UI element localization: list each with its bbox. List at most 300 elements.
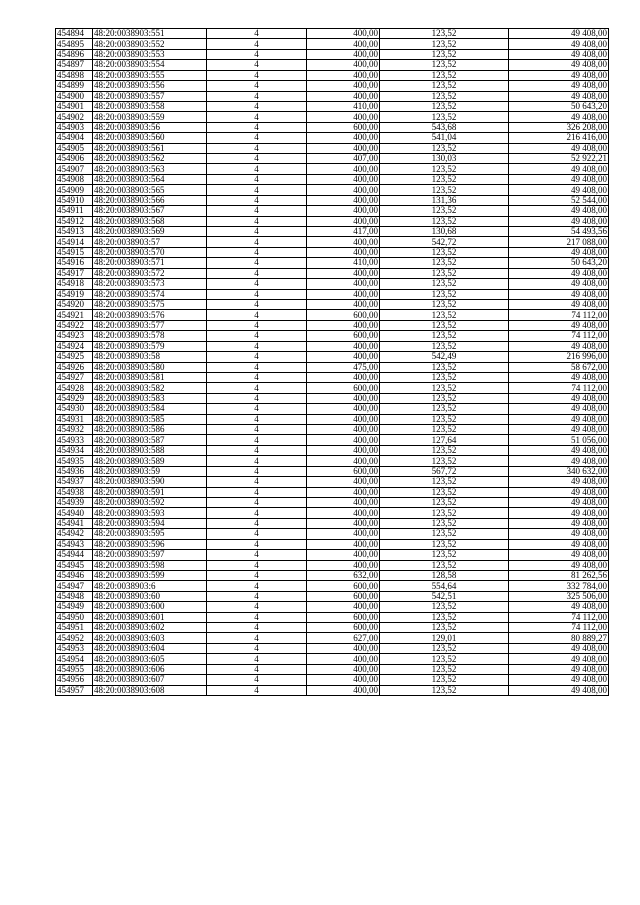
cadastral-value-cell: 49 408,00 xyxy=(509,560,609,570)
cadastral-number-cell: 48:20:0038903:582 xyxy=(93,383,207,393)
row-number-cell: 454915 xyxy=(56,247,93,257)
cadastral-number-cell: 48:20:0038903:594 xyxy=(93,518,207,528)
table-row xyxy=(56,570,609,580)
specific-value-cell: 123,52 xyxy=(380,39,509,49)
category-cell: 4 xyxy=(207,60,307,70)
row-number-cell: 454918 xyxy=(56,279,93,289)
row-number-cell: 454928 xyxy=(56,383,93,393)
cadastral-number-cell: 48:20:0038903:575 xyxy=(93,299,207,309)
specific-value-cell: 123,52 xyxy=(380,143,509,153)
table-row xyxy=(56,81,609,91)
cadastral-value-cell: 49 408,00 xyxy=(509,185,609,195)
cadastral-number-cell: 48:20:0038903:571 xyxy=(93,258,207,268)
cadastral-value-cell: 49 408,00 xyxy=(509,404,609,414)
specific-value-cell: 123,52 xyxy=(380,81,509,91)
category-cell: 4 xyxy=(207,685,307,695)
table-row xyxy=(56,602,609,612)
area-cell: 400,00 xyxy=(307,49,380,59)
category-cell: 4 xyxy=(207,633,307,643)
area-cell: 400,00 xyxy=(307,404,380,414)
table-row xyxy=(56,404,609,414)
row-number-cell: 454896 xyxy=(56,49,93,59)
specific-value-cell: 123,52 xyxy=(380,612,509,622)
row-number-cell: 454900 xyxy=(56,91,93,101)
cadastral-value-cell: 49 408,00 xyxy=(509,685,609,695)
category-cell: 4 xyxy=(207,70,307,80)
specific-value-cell: 123,52 xyxy=(380,550,509,560)
row-number-cell: 454930 xyxy=(56,404,93,414)
cadastral-number-cell: 48:20:0038903:596 xyxy=(93,539,207,549)
cadastral-value-cell: 49 408,00 xyxy=(509,216,609,226)
row-number-cell: 454948 xyxy=(56,591,93,601)
cadastral-value-cell: 49 408,00 xyxy=(509,654,609,664)
area-cell: 400,00 xyxy=(307,216,380,226)
area-cell: 400,00 xyxy=(307,550,380,560)
area-cell: 400,00 xyxy=(307,393,380,403)
table-row xyxy=(56,279,609,289)
specific-value-cell: 129,01 xyxy=(380,633,509,643)
cadastral-number-cell: 48:20:0038903:585 xyxy=(93,414,207,424)
area-cell: 400,00 xyxy=(307,654,380,664)
specific-value-cell: 123,52 xyxy=(380,341,509,351)
table-row xyxy=(56,310,609,320)
cadastral-number-cell: 48:20:0038903:57 xyxy=(93,237,207,247)
specific-value-cell: 123,52 xyxy=(380,112,509,122)
category-cell: 4 xyxy=(207,122,307,132)
cadastral-number-cell: 48:20:0038903:568 xyxy=(93,216,207,226)
specific-value-cell: 123,52 xyxy=(380,49,509,59)
cadastral-number-cell: 48:20:0038903:584 xyxy=(93,404,207,414)
specific-value-cell: 123,52 xyxy=(380,654,509,664)
specific-value-cell: 543,68 xyxy=(380,122,509,132)
specific-value-cell: 123,52 xyxy=(380,414,509,424)
specific-value-cell: 123,52 xyxy=(380,518,509,528)
row-number-cell: 454957 xyxy=(56,685,93,695)
category-cell: 4 xyxy=(207,477,307,487)
category-cell: 4 xyxy=(207,289,307,299)
cadastral-value-cell: 49 408,00 xyxy=(509,29,609,39)
specific-value-cell: 123,52 xyxy=(380,497,509,507)
table-row xyxy=(56,581,609,591)
category-cell: 4 xyxy=(207,81,307,91)
cadastral-value-cell: 216 996,00 xyxy=(509,352,609,362)
table-row xyxy=(56,477,609,487)
table-row xyxy=(56,164,609,174)
cadastral-value-cell: 52 544,00 xyxy=(509,195,609,205)
category-cell: 4 xyxy=(207,49,307,59)
row-number-cell: 454925 xyxy=(56,352,93,362)
table-row xyxy=(56,185,609,195)
cadastral-number-cell: 48:20:0038903:59 xyxy=(93,466,207,476)
area-cell: 400,00 xyxy=(307,529,380,539)
table-row xyxy=(56,341,609,351)
cadastral-value-cell: 49 408,00 xyxy=(509,425,609,435)
row-number-cell: 454939 xyxy=(56,497,93,507)
table-row xyxy=(56,60,609,70)
row-number-cell: 454931 xyxy=(56,414,93,424)
row-number-cell: 454938 xyxy=(56,487,93,497)
row-number-cell: 454937 xyxy=(56,477,93,487)
table-row xyxy=(56,227,609,237)
cadastral-value-cell: 50 643,20 xyxy=(509,101,609,111)
category-cell: 4 xyxy=(207,508,307,518)
table-row xyxy=(56,560,609,570)
specific-value-cell: 123,52 xyxy=(380,529,509,539)
category-cell: 4 xyxy=(207,331,307,341)
area-cell: 400,00 xyxy=(307,60,380,70)
cadastral-number-cell: 48:20:0038903:557 xyxy=(93,91,207,101)
area-cell: 400,00 xyxy=(307,143,380,153)
cadastral-value-cell: 52 922,21 xyxy=(509,154,609,164)
category-cell: 4 xyxy=(207,154,307,164)
area-cell: 400,00 xyxy=(307,497,380,507)
table-row xyxy=(56,497,609,507)
category-cell: 4 xyxy=(207,101,307,111)
table-row xyxy=(56,550,609,560)
cadastral-value-cell: 49 408,00 xyxy=(509,174,609,184)
cadastral-value-cell: 49 408,00 xyxy=(509,164,609,174)
row-number-cell: 454945 xyxy=(56,560,93,570)
specific-value-cell: 123,52 xyxy=(380,101,509,111)
cadastral-number-cell: 48:20:0038903:58 xyxy=(93,352,207,362)
specific-value-cell: 123,52 xyxy=(380,247,509,257)
table-row xyxy=(56,675,609,685)
cadastral-value-cell: 49 408,00 xyxy=(509,518,609,528)
cadastral-value-cell: 49 408,00 xyxy=(509,539,609,549)
cadastral-number-cell: 48:20:0038903:563 xyxy=(93,164,207,174)
area-cell: 400,00 xyxy=(307,133,380,143)
area-cell: 600,00 xyxy=(307,331,380,341)
specific-value-cell: 128,58 xyxy=(380,570,509,580)
area-cell: 600,00 xyxy=(307,612,380,622)
cadastral-number-cell: 48:20:0038903:576 xyxy=(93,310,207,320)
cadastral-value-cell: 74 112,00 xyxy=(509,383,609,393)
cadastral-value-cell: 51 056,00 xyxy=(509,435,609,445)
category-cell: 4 xyxy=(207,529,307,539)
specific-value-cell: 123,52 xyxy=(380,623,509,633)
cadastral-value-cell: 216 416,00 xyxy=(509,133,609,143)
category-cell: 4 xyxy=(207,664,307,674)
row-number-cell: 454921 xyxy=(56,310,93,320)
cadastral-value-table xyxy=(55,28,609,696)
cadastral-value-cell: 49 408,00 xyxy=(509,445,609,455)
specific-value-cell: 123,52 xyxy=(380,602,509,612)
table-row xyxy=(56,414,609,424)
cadastral-value-cell: 49 408,00 xyxy=(509,289,609,299)
cadastral-value-cell: 49 408,00 xyxy=(509,508,609,518)
category-cell: 4 xyxy=(207,185,307,195)
cadastral-number-cell: 48:20:0038903:573 xyxy=(93,279,207,289)
row-number-cell: 454901 xyxy=(56,101,93,111)
specific-value-cell: 123,52 xyxy=(380,560,509,570)
table-row xyxy=(56,487,609,497)
area-cell: 600,00 xyxy=(307,310,380,320)
area-cell: 407,00 xyxy=(307,154,380,164)
category-cell: 4 xyxy=(207,623,307,633)
table-row xyxy=(56,331,609,341)
specific-value-cell: 123,52 xyxy=(380,404,509,414)
specific-value-cell: 542,49 xyxy=(380,352,509,362)
category-cell: 4 xyxy=(207,570,307,580)
cadastral-number-cell: 48:20:0038903:603 xyxy=(93,633,207,643)
category-cell: 4 xyxy=(207,164,307,174)
table-row xyxy=(56,206,609,216)
table-row xyxy=(56,445,609,455)
specific-value-cell: 123,52 xyxy=(380,289,509,299)
row-number-cell: 454920 xyxy=(56,299,93,309)
cadastral-number-cell: 48:20:0038903:551 xyxy=(93,29,207,39)
row-number-cell: 454899 xyxy=(56,81,93,91)
cadastral-value-cell: 49 408,00 xyxy=(509,49,609,59)
cadastral-value-cell: 49 408,00 xyxy=(509,550,609,560)
area-cell: 632,00 xyxy=(307,570,380,580)
table-row xyxy=(56,518,609,528)
cadastral-number-cell: 48:20:0038903:587 xyxy=(93,435,207,445)
row-number-cell: 454943 xyxy=(56,539,93,549)
area-cell: 400,00 xyxy=(307,341,380,351)
row-number-cell: 454949 xyxy=(56,602,93,612)
category-cell: 4 xyxy=(207,487,307,497)
cadastral-value-cell: 49 408,00 xyxy=(509,112,609,122)
category-cell: 4 xyxy=(207,310,307,320)
area-cell: 400,00 xyxy=(307,81,380,91)
cadastral-number-cell: 48:20:0038903:572 xyxy=(93,268,207,278)
row-number-cell: 454922 xyxy=(56,320,93,330)
category-cell: 4 xyxy=(207,654,307,664)
area-cell: 400,00 xyxy=(307,185,380,195)
cadastral-number-cell: 48:20:0038903:60 xyxy=(93,591,207,601)
category-cell: 4 xyxy=(207,550,307,560)
cadastral-number-cell: 48:20:0038903:598 xyxy=(93,560,207,570)
category-cell: 4 xyxy=(207,445,307,455)
category-cell: 4 xyxy=(207,372,307,382)
row-number-cell: 454898 xyxy=(56,70,93,80)
cadastral-value-cell: 74 112,00 xyxy=(509,612,609,622)
row-number-cell: 454935 xyxy=(56,456,93,466)
row-number-cell: 454897 xyxy=(56,60,93,70)
cadastral-number-cell: 48:20:0038903:558 xyxy=(93,101,207,111)
category-cell: 4 xyxy=(207,247,307,257)
area-cell: 475,00 xyxy=(307,362,380,372)
category-cell: 4 xyxy=(207,216,307,226)
cadastral-number-cell: 48:20:0038903:608 xyxy=(93,685,207,695)
category-cell: 4 xyxy=(207,258,307,268)
table-row xyxy=(56,383,609,393)
cadastral-number-cell: 48:20:0038903:578 xyxy=(93,331,207,341)
specific-value-cell: 123,52 xyxy=(380,320,509,330)
area-cell: 400,00 xyxy=(307,518,380,528)
category-cell: 4 xyxy=(207,591,307,601)
area-cell: 400,00 xyxy=(307,299,380,309)
cadastral-number-cell: 48:20:0038903:591 xyxy=(93,487,207,497)
cadastral-number-cell: 48:20:0038903:601 xyxy=(93,612,207,622)
row-number-cell: 454924 xyxy=(56,341,93,351)
cadastral-value-cell: 49 408,00 xyxy=(509,70,609,80)
specific-value-cell: 542,72 xyxy=(380,237,509,247)
row-number-cell: 454956 xyxy=(56,675,93,685)
specific-value-cell: 123,52 xyxy=(380,508,509,518)
row-number-cell: 454895 xyxy=(56,39,93,49)
area-cell: 400,00 xyxy=(307,602,380,612)
specific-value-cell: 130,68 xyxy=(380,227,509,237)
row-number-cell: 454934 xyxy=(56,445,93,455)
row-number-cell: 454916 xyxy=(56,258,93,268)
row-number-cell: 454947 xyxy=(56,581,93,591)
cadastral-value-cell: 49 408,00 xyxy=(509,320,609,330)
row-number-cell: 454923 xyxy=(56,331,93,341)
table-row xyxy=(56,623,609,633)
cadastral-value-cell: 49 408,00 xyxy=(509,393,609,403)
row-number-cell: 454909 xyxy=(56,185,93,195)
category-cell: 4 xyxy=(207,206,307,216)
cadastral-number-cell: 48:20:0038903:593 xyxy=(93,508,207,518)
document-page xyxy=(55,28,608,696)
specific-value-cell: 123,52 xyxy=(380,487,509,497)
area-cell: 400,00 xyxy=(307,206,380,216)
table-row xyxy=(56,70,609,80)
cadastral-number-cell: 48:20:0038903:595 xyxy=(93,529,207,539)
area-cell: 400,00 xyxy=(307,352,380,362)
category-cell: 4 xyxy=(207,29,307,39)
category-cell: 4 xyxy=(207,237,307,247)
cadastral-number-cell: 48:20:0038903:590 xyxy=(93,477,207,487)
table-row xyxy=(56,143,609,153)
cadastral-number-cell: 48:20:0038903:581 xyxy=(93,372,207,382)
category-cell: 4 xyxy=(207,279,307,289)
specific-value-cell: 123,52 xyxy=(380,164,509,174)
category-cell: 4 xyxy=(207,414,307,424)
specific-value-cell: 131,36 xyxy=(380,195,509,205)
area-cell: 400,00 xyxy=(307,279,380,289)
cadastral-value-cell: 49 408,00 xyxy=(509,529,609,539)
area-cell: 400,00 xyxy=(307,456,380,466)
area-cell: 400,00 xyxy=(307,70,380,80)
category-cell: 4 xyxy=(207,299,307,309)
cadastral-number-cell: 48:20:0038903:565 xyxy=(93,185,207,195)
cadastral-number-cell: 48:20:0038903:569 xyxy=(93,227,207,237)
table-row xyxy=(56,664,609,674)
cadastral-number-cell: 48:20:0038903:586 xyxy=(93,425,207,435)
cadastral-number-cell: 48:20:0038903:555 xyxy=(93,70,207,80)
cadastral-number-cell: 48:20:0038903:6 xyxy=(93,581,207,591)
area-cell: 400,00 xyxy=(307,435,380,445)
cadastral-value-cell: 49 408,00 xyxy=(509,487,609,497)
area-cell: 400,00 xyxy=(307,112,380,122)
category-cell: 4 xyxy=(207,39,307,49)
area-cell: 417,00 xyxy=(307,227,380,237)
specific-value-cell: 123,52 xyxy=(380,206,509,216)
cadastral-value-cell: 332 784,00 xyxy=(509,581,609,591)
cadastral-value-cell: 49 408,00 xyxy=(509,268,609,278)
specific-value-cell: 123,52 xyxy=(380,60,509,70)
cadastral-value-cell: 54 493,56 xyxy=(509,227,609,237)
category-cell: 4 xyxy=(207,133,307,143)
cadastral-value-cell: 81 262,56 xyxy=(509,570,609,580)
specific-value-cell: 123,52 xyxy=(380,70,509,80)
table-row xyxy=(56,372,609,382)
row-number-cell: 454940 xyxy=(56,508,93,518)
specific-value-cell: 123,52 xyxy=(380,383,509,393)
cadastral-value-cell: 49 408,00 xyxy=(509,39,609,49)
area-cell: 600,00 xyxy=(307,591,380,601)
cadastral-number-cell: 48:20:0038903:589 xyxy=(93,456,207,466)
area-cell: 410,00 xyxy=(307,258,380,268)
area-cell: 400,00 xyxy=(307,195,380,205)
cadastral-value-cell: 49 408,00 xyxy=(509,81,609,91)
cadastral-number-cell: 48:20:0038903:583 xyxy=(93,393,207,403)
cadastral-number-cell: 48:20:0038903:607 xyxy=(93,675,207,685)
category-cell: 4 xyxy=(207,227,307,237)
specific-value-cell: 130,03 xyxy=(380,154,509,164)
area-cell: 400,00 xyxy=(307,445,380,455)
table-row xyxy=(56,299,609,309)
table-row xyxy=(56,133,609,143)
row-number-cell: 454905 xyxy=(56,143,93,153)
category-cell: 4 xyxy=(207,174,307,184)
cadastral-number-cell: 48:20:0038903:552 xyxy=(93,39,207,49)
row-number-cell: 454952 xyxy=(56,633,93,643)
specific-value-cell: 123,52 xyxy=(380,675,509,685)
row-number-cell: 454946 xyxy=(56,570,93,580)
table-row xyxy=(56,268,609,278)
row-number-cell: 454932 xyxy=(56,425,93,435)
cadastral-number-cell: 48:20:0038903:562 xyxy=(93,154,207,164)
area-cell: 400,00 xyxy=(307,164,380,174)
cadastral-number-cell: 48:20:0038903:588 xyxy=(93,445,207,455)
specific-value-cell: 123,52 xyxy=(380,445,509,455)
cadastral-number-cell: 48:20:0038903:604 xyxy=(93,643,207,653)
specific-value-cell: 123,52 xyxy=(380,268,509,278)
cadastral-value-cell: 217 088,00 xyxy=(509,237,609,247)
specific-value-cell: 123,52 xyxy=(380,362,509,372)
row-number-cell: 454906 xyxy=(56,154,93,164)
table-row xyxy=(56,258,609,268)
specific-value-cell: 123,52 xyxy=(380,372,509,382)
specific-value-cell: 123,52 xyxy=(380,664,509,674)
cadastral-number-cell: 48:20:0038903:564 xyxy=(93,174,207,184)
row-number-cell: 454917 xyxy=(56,268,93,278)
cadastral-value-cell: 49 408,00 xyxy=(509,664,609,674)
area-cell: 600,00 xyxy=(307,383,380,393)
area-cell: 400,00 xyxy=(307,664,380,674)
row-number-cell: 454933 xyxy=(56,435,93,445)
row-number-cell: 454913 xyxy=(56,227,93,237)
category-cell: 4 xyxy=(207,675,307,685)
table-row xyxy=(56,654,609,664)
area-cell: 627,00 xyxy=(307,633,380,643)
category-cell: 4 xyxy=(207,435,307,445)
category-cell: 4 xyxy=(207,143,307,153)
cadastral-value-cell: 325 506,00 xyxy=(509,591,609,601)
row-number-cell: 454941 xyxy=(56,518,93,528)
cadastral-value-cell: 74 112,00 xyxy=(509,331,609,341)
category-cell: 4 xyxy=(207,643,307,653)
cadastral-value-cell: 49 408,00 xyxy=(509,414,609,424)
specific-value-cell: 123,52 xyxy=(380,174,509,184)
specific-value-cell: 542,51 xyxy=(380,591,509,601)
area-cell: 400,00 xyxy=(307,29,380,39)
cadastral-value-cell: 49 408,00 xyxy=(509,341,609,351)
table-row xyxy=(56,633,609,643)
row-number-cell: 454936 xyxy=(56,466,93,476)
row-number-cell: 454894 xyxy=(56,29,93,39)
specific-value-cell: 123,52 xyxy=(380,279,509,289)
table-row xyxy=(56,456,609,466)
cadastral-value-cell: 340 632,00 xyxy=(509,466,609,476)
area-cell: 600,00 xyxy=(307,122,380,132)
specific-value-cell: 123,52 xyxy=(380,331,509,341)
category-cell: 4 xyxy=(207,581,307,591)
